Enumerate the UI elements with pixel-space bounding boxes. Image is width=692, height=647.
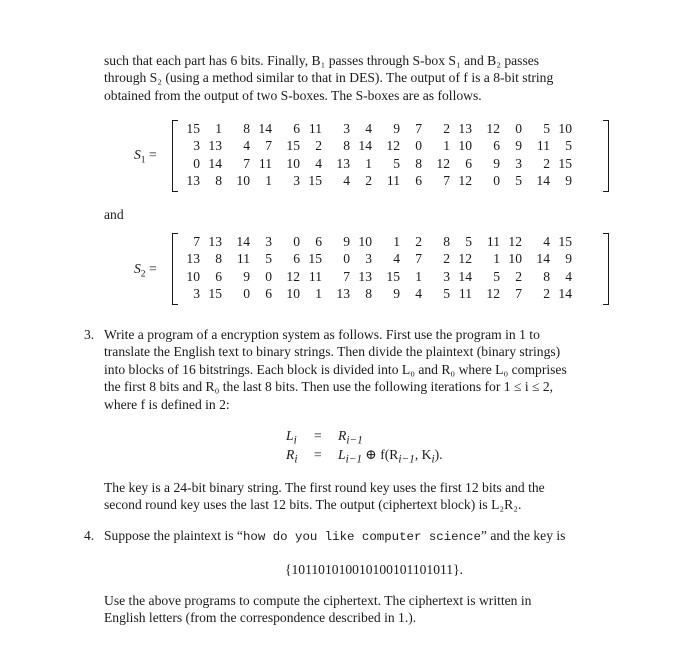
s1-row — [180, 155, 572, 172]
intro-line-3: obtained from the output of two S-boxes. The S-boxes are as follows. — [104, 87, 482, 103]
s1-row — [180, 137, 572, 154]
s1-cell: 7 — [415, 121, 422, 136]
s1-cell: 13 — [208, 138, 222, 154]
item-3-line-4: the first 8 bits and R₀ the last 8 bits. Then use the following iterations for 1 ≤ i ≤ 2, — [104, 379, 554, 395]
s2-cell: 15 — [308, 251, 322, 267]
s1-cell: 2 — [543, 155, 550, 171]
s2-cell: 3 — [365, 251, 372, 267]
s2-cell: 8 — [215, 251, 222, 267]
s2-cell: 9 — [565, 251, 572, 267]
s2-cell: 14 — [458, 268, 472, 284]
s2-cell: 1 — [493, 251, 500, 267]
s2-cell: 4 — [543, 234, 550, 249]
s1-cell: 9 — [393, 121, 400, 136]
s1-cell: 10 — [458, 138, 472, 154]
s2-row — [180, 250, 572, 267]
s2-row — [180, 268, 572, 285]
s2-cell: 9 — [393, 286, 400, 302]
intro-paragraph — [104, 52, 644, 104]
s1-cell: 4 — [315, 155, 322, 171]
s2-cell: 9 — [343, 234, 350, 249]
s1-cell: 13 — [186, 173, 200, 189]
s2-cell: 4 — [415, 286, 422, 302]
s2-cell: 13 — [358, 268, 372, 284]
s1-cell: 3 — [515, 155, 522, 171]
intro-line-2: through S₂ (using a method similar to that in DES). The output of f is a 8-bit string — [104, 70, 554, 86]
item-3-line-3: into blocks of 16 bitstrings. Each block is divided into L₀ and R₀ where L₀ comprises — [104, 361, 567, 377]
s2-cell: 0 — [293, 234, 300, 249]
s2-cell: 10 — [358, 234, 372, 249]
s2-cell: 2 — [515, 268, 522, 284]
s1-cell: 1 — [265, 173, 272, 189]
s2-row — [180, 233, 572, 250]
s2-cell: 7 — [415, 251, 422, 267]
s1-row — [180, 120, 572, 137]
key-line-1: The key is a 24-bit binary string. The first round key uses the first 12 bits and the — [104, 480, 545, 495]
s1-cell: 6 — [293, 121, 300, 136]
item-4-number: 4. — [84, 528, 95, 543]
s2-cell: 12 — [486, 286, 500, 302]
s1-cell: 3 — [293, 173, 300, 189]
s2-cell: 5 — [443, 286, 450, 302]
s1-cell: 1 — [215, 121, 222, 136]
key-value: {101101010010100101101011}. — [284, 562, 464, 577]
s2-right-bracket — [603, 233, 609, 305]
s1-cell: 5 — [515, 173, 522, 189]
s1-cell: 2 — [365, 173, 372, 189]
s2-cell: 6 — [265, 286, 272, 302]
s2-cell: 3 — [193, 286, 200, 302]
s1-cell: 11 — [536, 138, 550, 154]
s1-cell: 15 — [186, 121, 200, 136]
s1-cell: 10 — [286, 155, 300, 171]
s2-cell: 2 — [543, 286, 550, 302]
s2-cell: 14 — [558, 286, 572, 302]
s1-cell: 6 — [493, 138, 500, 154]
s2-cell: 8 — [365, 286, 372, 302]
s1-cell: 8 — [343, 138, 350, 154]
s2-cell: 3 — [265, 234, 272, 249]
s2-cell: 1 — [315, 286, 322, 302]
s1-cell: 14 — [258, 121, 272, 136]
item-4-line-3: English letters (from the correspondence described in 1.). — [104, 610, 417, 626]
s1-cell: 14 — [358, 138, 372, 154]
s1-cell: 12 — [458, 173, 472, 189]
s1-cell: 1 — [365, 155, 372, 171]
s1-cell: 9 — [565, 173, 572, 189]
s2-cell: 2 — [415, 234, 422, 249]
s1-cell: 8 — [415, 155, 422, 171]
s1-cell: 1 — [443, 138, 450, 154]
s2-label: $S_2$ = — [134, 261, 157, 280]
s2-cell: 12 — [286, 268, 300, 284]
s2-cell: 0 — [243, 286, 250, 302]
s2-left-bracket — [172, 233, 178, 305]
s2-cell: 6 — [215, 268, 222, 284]
s1-cell: 10 — [236, 173, 250, 189]
s1-cell: 7 — [243, 155, 250, 171]
s1-right-bracket — [603, 120, 609, 192]
s1-cell: 15 — [286, 138, 300, 154]
s2-cell: 9 — [243, 268, 250, 284]
s2-cell: 10 — [186, 268, 200, 284]
equation-2-rhs: $L_{i-1}$ ⊕ $f(R_{i-1}$, $K_i$). — [338, 447, 443, 466]
s1-cell: 11 — [308, 121, 322, 136]
s2-cell: 15 — [208, 286, 222, 302]
plaintext-string: how do you like computer science — [242, 530, 481, 544]
s2-cell: 14 — [236, 234, 250, 249]
s1-cell: 4 — [243, 138, 250, 154]
s1-cell: 2 — [443, 121, 450, 136]
s1-left-bracket — [172, 120, 178, 192]
s2-cell: 5 — [493, 268, 500, 284]
s2-cell: 7 — [515, 286, 522, 302]
s1-cell: 2 — [315, 138, 322, 154]
s2-cell: 10 — [286, 286, 300, 302]
s2-cell: 3 — [443, 268, 450, 284]
s1-cell: 10 — [558, 121, 572, 136]
s1-cell: 11 — [258, 155, 272, 171]
equation-2-lhs: $R_i$ — [286, 447, 298, 466]
s1-cell: 5 — [543, 121, 550, 136]
s2-cell: 7 — [193, 234, 200, 249]
s2-row — [180, 285, 572, 302]
s2-cell: 11 — [236, 251, 250, 267]
s2-cell: 5 — [265, 251, 272, 267]
s2-cell: 15 — [386, 268, 400, 284]
s1-cell: 8 — [243, 121, 250, 136]
s1-cell: 4 — [343, 173, 350, 189]
s1-cell: 14 — [208, 155, 222, 171]
equation-2-relation: = — [314, 447, 322, 462]
and-text: and — [104, 207, 124, 222]
s1-cell: 15 — [308, 173, 322, 189]
equation-1-rhs: $R_{i-1}$ — [338, 428, 363, 447]
s2-cell: 14 — [536, 251, 550, 267]
s1-cell: 9 — [515, 138, 522, 154]
item-4-paragraph — [104, 592, 644, 627]
equation-1-lhs: $L_i$ — [286, 428, 297, 447]
s1-cell: 12 — [486, 121, 500, 136]
s2-cell: 6 — [293, 251, 300, 267]
s1-cell: 8 — [215, 173, 222, 189]
s2-cell: 13 — [208, 234, 222, 249]
equation-1-relation: = — [314, 428, 322, 443]
s2-cell: 0 — [265, 268, 272, 284]
s1-table — [180, 120, 572, 190]
s2-cell: 1 — [415, 268, 422, 284]
s1-cell: 13 — [458, 121, 472, 136]
s1-cell: 11 — [386, 173, 400, 189]
s2-table — [180, 233, 572, 303]
s2-cell: 1 — [393, 234, 400, 249]
s2-cell: 13 — [336, 286, 350, 302]
s2-cell: 11 — [458, 286, 472, 302]
s1-cell: 4 — [365, 121, 372, 136]
s1-cell: 0 — [515, 121, 522, 136]
s2-cell: 12 — [508, 234, 522, 249]
s1-cell: 0 — [493, 173, 500, 189]
s1-cell: 7 — [443, 173, 450, 189]
s1-cell: 7 — [265, 138, 272, 154]
s1-cell: 3 — [343, 121, 350, 136]
s2-cell: 13 — [186, 251, 200, 267]
s1-cell: 6 — [465, 155, 472, 171]
s1-cell: 3 — [193, 138, 200, 154]
s1-cell: 12 — [436, 155, 450, 171]
s1-cell: 5 — [393, 155, 400, 171]
item-3-line-2: translate the English text to binary strings. Then divide the plaintext (binary strings) — [104, 344, 561, 360]
s1-cell: 0 — [193, 155, 200, 171]
s2-cell: 10 — [508, 251, 522, 267]
s1-cell: 15 — [558, 155, 572, 171]
s1-row — [180, 172, 572, 189]
s1-cell: 14 — [536, 173, 550, 189]
s1-label: $S_1$ = — [134, 147, 157, 166]
s2-cell: 7 — [343, 268, 350, 284]
s2-cell: 12 — [458, 251, 472, 267]
s2-cell: 8 — [443, 234, 450, 249]
s1-cell: 9 — [493, 155, 500, 171]
s1-cell: 0 — [415, 138, 422, 154]
s1-cell: 12 — [386, 138, 400, 154]
s2-cell: 11 — [486, 234, 500, 249]
s2-cell: 15 — [558, 234, 572, 249]
s2-cell: 6 — [315, 234, 322, 249]
item-3-line-1: Write a program of a encryption system as follows. First use the program in 1 to — [104, 327, 540, 342]
s2-cell: 5 — [465, 234, 472, 249]
item-3-paragraph — [104, 326, 644, 413]
s1-cell: 5 — [565, 138, 572, 154]
intro-line-1: such that each part has 6 bits. Finally, B₁ passes through S-box S₁ and B₂ passes — [104, 53, 540, 68]
item-3-number: 3. — [84, 327, 95, 342]
s2-cell: 4 — [565, 268, 572, 284]
key-description — [104, 479, 644, 514]
s2-cell: 0 — [343, 251, 350, 267]
s2-cell: 11 — [308, 268, 322, 284]
s2-cell: 4 — [393, 251, 400, 267]
s1-cell: 13 — [336, 155, 350, 171]
s1-cell: 6 — [415, 173, 422, 189]
item-3-line-5: where f is defined in 2: — [104, 396, 230, 412]
item-4-line-1: Suppose the plaintext is “how do you like computer science” and the key is — [104, 528, 566, 544]
s2-cell: 8 — [543, 268, 550, 284]
s2-cell: 2 — [443, 251, 450, 267]
item-4-line-2: Use the above programs to compute the ciphertext. The ciphertext is written in — [104, 593, 532, 608]
key-line-2: second round key uses the last 12 bits. The output (ciphertext block) is L₂R₂. — [104, 497, 522, 513]
